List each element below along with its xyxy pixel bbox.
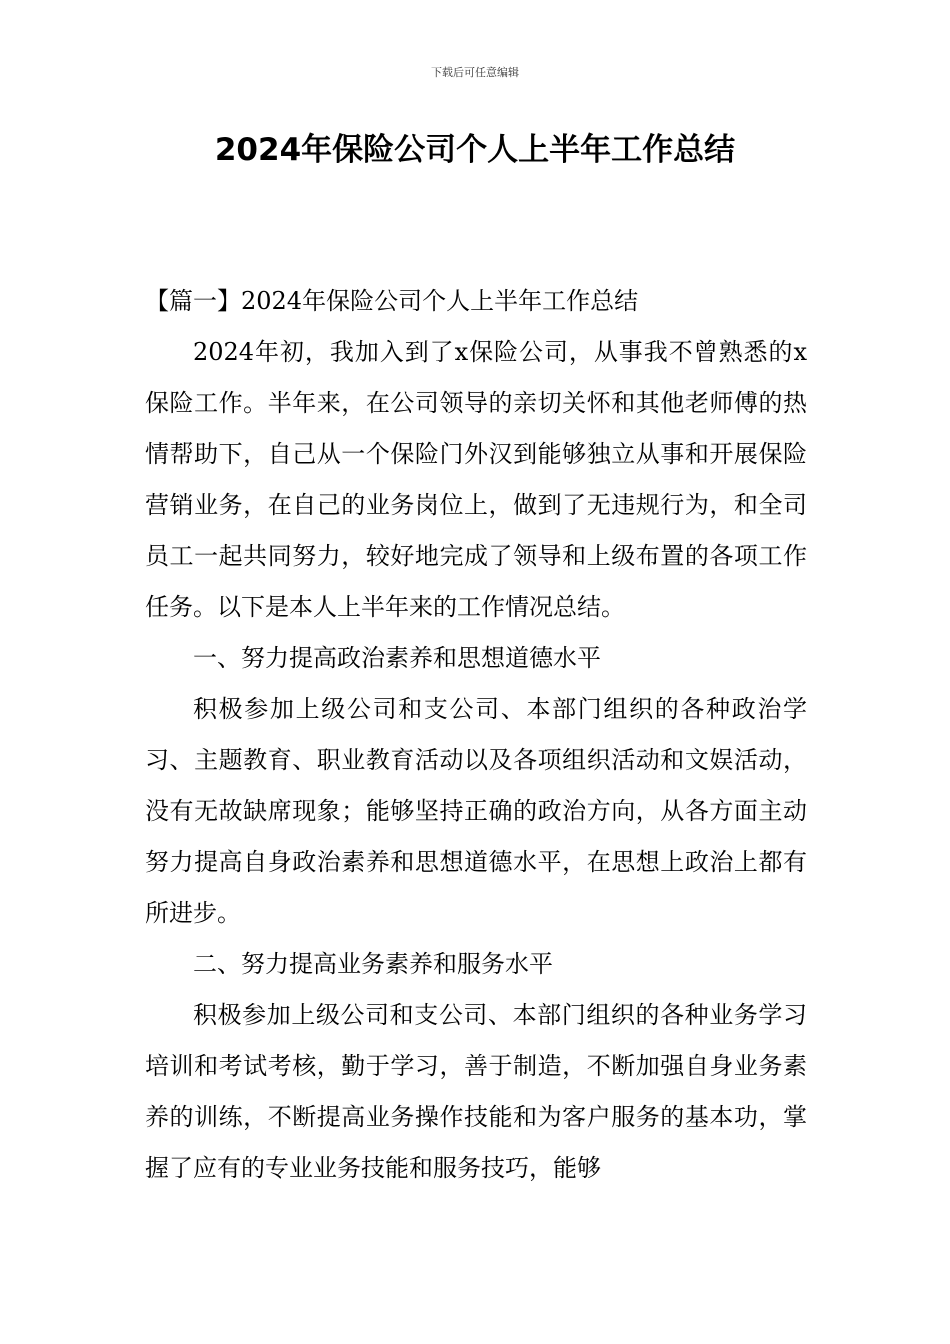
- document-body: [145, 276, 807, 1194]
- paragraph-intro: 2024年初，我加入到了x保险公司，从事我不曾熟悉的x保险工作。半年来，在公司领导的亲切关怀和其他老师傅的热情帮助下，自己从一个保险门外汉到能够独立从事和开展保险营销业务，在自己的业务岗位上，做到了无违规行为，和全司员工一起共同努力，较好地完成了领导和上级布置的各项工作任务。以下是本人上半年来的工作情况总结。: [145, 338, 807, 621]
- section-heading: 【篇一】2024年保险公司个人上半年工作总结: [145, 287, 639, 315]
- header-note: 下载后可任意编辑: [431, 66, 519, 79]
- paragraph-business: 积极参加上级公司和支公司、本部门组织的各种业务学习培训和考试考核，勤于学习，善于制造，不断加强自身业务素养的训练，不断提高业务操作技能和为客户服务的基本功，掌握了应有的专业业务技能和服务技巧，能够: [145, 1001, 807, 1182]
- subheading-political: 一、努力提高政治素养和思想道德水平: [193, 644, 601, 672]
- paragraph-political: 积极参加上级公司和支公司、本部门组织的各种政治学习、主题教育、职业教育活动以及各项组织活动和文娱活动，没有无故缺席现象；能够坚持正确的政治方向，从各方面主动努力提高自身政治素养和思想道德水平，在思想上政治上都有所进步。: [145, 695, 807, 927]
- subheading-business: 二、努力提高业务素养和服务水平: [193, 950, 553, 978]
- document-title: 2024年保险公司个人上半年工作总结: [214, 132, 736, 168]
